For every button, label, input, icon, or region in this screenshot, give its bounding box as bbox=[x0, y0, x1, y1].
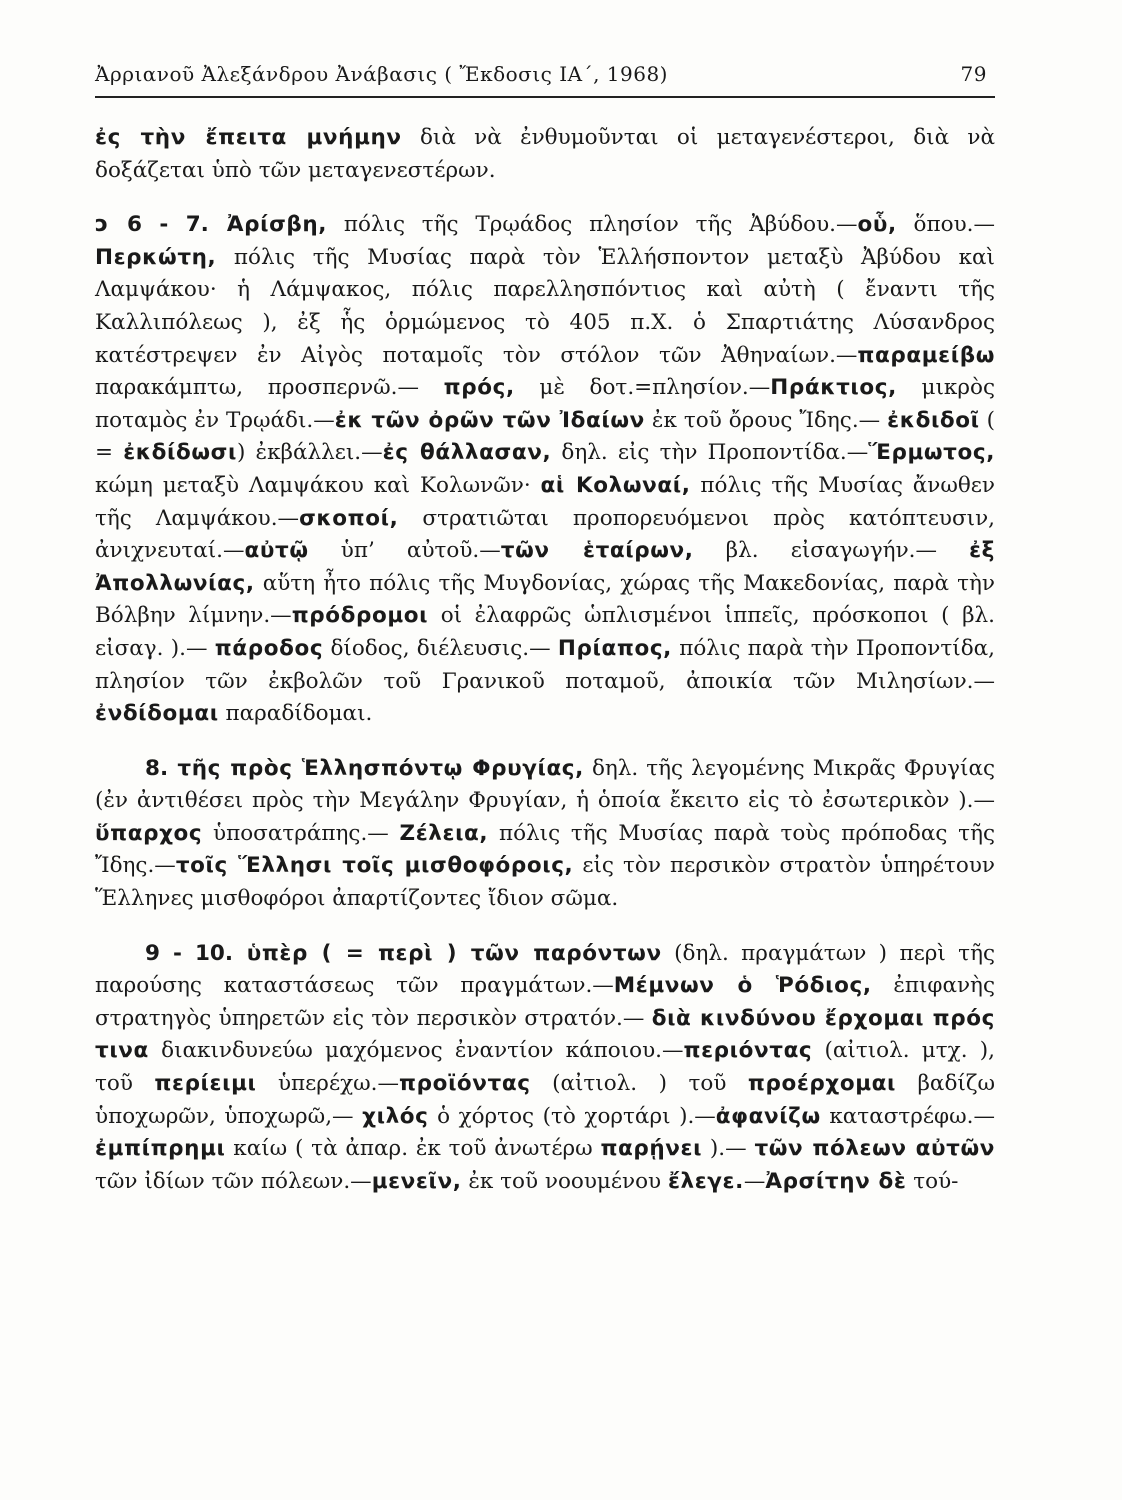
lemma: ἐκδίδωσι bbox=[123, 440, 237, 466]
lemma: διὰ κινδύνου ἔρχομαι πρός τινα bbox=[95, 1005, 995, 1064]
gloss: πόλις τῆς Τρῳάδος πλησίον τῆς Ἀβύδου.— bbox=[327, 212, 858, 238]
gloss: ).— bbox=[702, 1136, 755, 1162]
gloss: πόλις τῆς Μυσίας ἄνωθεν τῆς Λαμψάκου.— bbox=[95, 472, 995, 531]
gloss: μικρὸς ποταμὸς ἐν Τρῳάδι.— bbox=[95, 375, 995, 433]
gloss: ὁ χόρτος (τὸ χορτάρι ).— bbox=[428, 1103, 716, 1129]
lemma: τοῖς Ἕλλησι τοῖς μισθοφόροις, bbox=[175, 853, 574, 879]
lemma: ἐξ Ἀπολλωνίας, bbox=[95, 538, 995, 596]
gloss: στρατιῶται προπορευόμενοι πρὸς κατόπτευσιν, ἀνιχνευταί.— bbox=[95, 505, 995, 564]
gloss: δίοδος, διέλευσις.— bbox=[323, 635, 558, 661]
gloss: (δηλ. πραγμάτων ) περὶ τῆς παρούσης καταστάσεως τῶν πραγμάτων.— bbox=[95, 940, 996, 999]
gloss: παρακάμπτω, προσπερνῶ.— bbox=[95, 375, 444, 401]
lemma: σκοποί, bbox=[299, 505, 399, 531]
running-header bbox=[95, 60, 995, 90]
paragraph-1 bbox=[95, 122, 995, 187]
lemma: πρός, bbox=[443, 375, 515, 401]
gloss: (αἰτιολ. μτχ. ), τοῦ bbox=[95, 1038, 995, 1097]
lemma: ἐς θάλλασαν, bbox=[382, 440, 552, 466]
lemma: περίειμι bbox=[154, 1071, 257, 1097]
gloss: ἐκ τοῦ ὄρους Ἴδης.— bbox=[644, 407, 888, 433]
gloss: μὲ δοτ.=πλησίον.— bbox=[514, 375, 771, 401]
lemma: τῆς πρὸς Ἑλλησπόντῳ Φρυγίας, bbox=[168, 755, 584, 781]
lemma: παραμείβω bbox=[857, 342, 995, 368]
gloss: παραδίδομαι. bbox=[218, 701, 373, 727]
gloss: ὑπερέχω.— bbox=[256, 1071, 399, 1097]
lemma: ἐνδίδομαι bbox=[95, 701, 219, 727]
gloss: οἱ ἐλαφρῶς ὡπλισμένοι ἱππεῖς, πρόσκοποι ( βλ. εἰσαγ. ).— bbox=[95, 603, 995, 661]
lemma: πρόδρομοι bbox=[291, 603, 429, 629]
lemma: ἔλεγε. bbox=[667, 1168, 744, 1194]
gloss: — bbox=[743, 1168, 766, 1194]
lemma: αἱ Κολωναί, bbox=[540, 472, 691, 498]
lemma: ἐμπίπρημι bbox=[95, 1136, 226, 1162]
gloss: καταστρέφω.— bbox=[820, 1103, 995, 1129]
lemma: ἐς τὴν ἔπειτα μνήμην bbox=[95, 125, 402, 150]
lemma: Ἕρμωτος, bbox=[868, 440, 995, 466]
gloss: τῶν ἰδίων τῶν πόλεων.— bbox=[95, 1168, 372, 1194]
gloss: πόλις τῆς Μυσίας παρὰ τοὺς πρόποδας τῆς Ἴδης.— bbox=[95, 820, 995, 879]
lemma: Πράκτιος, bbox=[770, 375, 897, 401]
lemma: τῶν πόλεων αὐτῶν bbox=[754, 1136, 996, 1162]
lemma: ὕπαρχος bbox=[95, 820, 203, 846]
gloss: ὑπ’ αὐτοῦ.— bbox=[308, 538, 501, 564]
lemma: ἐκ τῶν ὀρῶν τῶν Ἰδαίων bbox=[334, 407, 645, 433]
gloss: πόλις παρὰ τὴν Προποντίδα, πλησίον τῶν ἐκβολῶν τοῦ Γρανικοῦ ποταμοῦ, ἀποικία τῶν Μιλησίων.— bbox=[95, 635, 995, 694]
gloss: εἰς τὸν περσικὸν στρατὸν ὑπηρέτουν Ἕλληνες μισθοφόροι ἀπαρτίζοντες ἴδιον σῶμα. bbox=[95, 853, 995, 912]
gloss: τού- bbox=[906, 1168, 959, 1194]
section-number: 8. bbox=[145, 755, 169, 781]
gloss: ) ἐκβάλλει.— bbox=[236, 440, 383, 466]
gloss: αὕτη ἦτο πόλις τῆς Μυγδονίας, χώρας τῆς Μακεδονίας, παρὰ τὴν Βόλβην λίμνην.— bbox=[95, 570, 995, 629]
gloss: ( = bbox=[95, 407, 996, 466]
paragraph-8 bbox=[95, 753, 995, 916]
lemma: Περκώτη, bbox=[95, 244, 217, 270]
running-title: Ἀρριανοῦ Ἀλεξάνδρου Ἀνάβασις ( Ἔκδοσις ΙΑ΄, 1968) bbox=[95, 62, 668, 86]
gloss: δηλ. εἰς τὴν Προποντίδα.— bbox=[551, 440, 869, 466]
gloss: βλ. εἰσαγωγήν.— bbox=[693, 538, 970, 564]
lemma: Ἀρσίτην δὲ bbox=[765, 1168, 907, 1194]
lemma: προϊόντας bbox=[398, 1071, 531, 1097]
lemma: μενεῖν, bbox=[371, 1168, 462, 1194]
paragraph-6-7 bbox=[95, 209, 995, 731]
section-number: 9 - 10. bbox=[145, 940, 234, 966]
header-rule bbox=[95, 96, 995, 98]
lemma: πάροδος bbox=[214, 635, 324, 661]
page-number: 79 bbox=[960, 62, 987, 86]
lemma: παρῄνει bbox=[600, 1136, 703, 1162]
commentary-text bbox=[95, 122, 995, 1198]
section-number: 6 - 7. bbox=[127, 212, 209, 238]
lemma: Μέμνων ὁ Ῥόδιος, bbox=[613, 973, 872, 999]
gloss: ὑποσατράπης.— bbox=[202, 820, 400, 846]
lemma: ἀφανίζω bbox=[715, 1103, 821, 1129]
margin-mark-icon: ↄ bbox=[95, 212, 109, 238]
lemma: προέρχομαι bbox=[747, 1071, 897, 1097]
gloss: (αἰτιολ. ) τοῦ bbox=[530, 1071, 748, 1097]
gloss: δηλ. τῆς λεγομένης Μικρᾶς Φρυγίας (ἐν ἀντιθέσει πρὸς τὴν Μεγάλην Φρυγίαν, ἡ ὁποία ἔκειτο εἰς τὸ ἐσωτερικὸν ).— bbox=[95, 755, 995, 814]
lemma: ἐκδιδοῖ bbox=[887, 407, 980, 433]
gloss: καίω ( τὰ ἀπαρ. ἐκ τοῦ ἀνωτέρω bbox=[225, 1136, 601, 1162]
gloss: ὅπου.— bbox=[896, 212, 995, 238]
lemma: οὗ, bbox=[857, 212, 897, 238]
gloss: πόλις τῆς Μυσίας παρὰ τὸν Ἑλλήσποντον μεταξὺ Ἀβύδου καὶ Λαμψάκου· ἡ Λάμψακος, πόλις παρελλησπόντιος καὶ αὐτὴ ( ἔναντι τῆς Καλλιπόλεως ), ἐξ ἧς ὁρμώμενος τὸ 405 π.Χ. ὁ Σπαρτιάτης Λύσανδρος κατέστρεψεν ἐν Αἰγὸς ποταμοῖς τὸν στόλον τῶν Ἀθηναίων.— bbox=[95, 244, 995, 368]
lemma: αὐτῷ bbox=[244, 538, 309, 564]
gloss: κώμη μεταξὺ Λαμψάκου καὶ Κολωνῶν· bbox=[95, 472, 541, 498]
lemma: ὑπὲρ ( = περὶ ) τῶν παρόντων bbox=[233, 940, 662, 966]
lemma: Ζέλεια, bbox=[399, 820, 489, 846]
lemma: περιόντας bbox=[683, 1038, 813, 1064]
lemma: τῶν ἑταίρων, bbox=[500, 538, 694, 564]
gloss: ἐπιφανὴς στρατηγὸς ὑπηρετῶν εἰς τὸν περσικὸν στρατόν.— bbox=[95, 973, 995, 1031]
gloss: βαδίζω ὑποχωρῶν, ὑποχωρῶ,— bbox=[95, 1071, 995, 1129]
gloss: ἐκ τοῦ νοουμένου bbox=[461, 1168, 668, 1194]
paragraph-9-10 bbox=[95, 938, 995, 1199]
lemma: χιλός bbox=[362, 1103, 429, 1129]
gloss: διὰ νὰ ἐνθυμοῦνται οἱ μεταγενέστεροι, διὰ νὰ δοξάζεται ὑπὸ τῶν μεταγενεστέρων. bbox=[95, 125, 995, 183]
lemma: Ἀρίσβη, bbox=[208, 212, 328, 238]
gloss: διακινδυνεύω μαχόμενος ἐναντίον κάποιου.— bbox=[148, 1038, 684, 1064]
lemma: Πρίαπος, bbox=[557, 635, 672, 661]
